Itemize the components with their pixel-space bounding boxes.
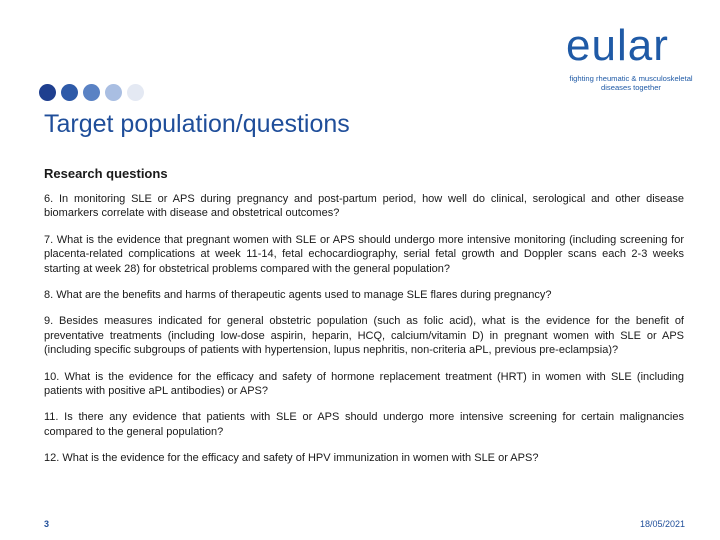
logo-tagline-line1: fighting rheumatic & musculoskeletal [569, 74, 693, 83]
footer-date: 18/05/2021 [639, 519, 685, 529]
slide-content [44, 166, 684, 478]
logo-wordmark: eular [566, 21, 669, 70]
page-number: 3 [44, 519, 50, 529]
question-6: 6. In monitoring SLE or APS during pregnancy and post-partum period, how well do clinical, serological and other disease biomarkers correlate with disease and obstetrical outcomes? [44, 193, 684, 220]
eular-logo [566, 21, 696, 96]
question-8: 8. What are the benefits and harms of therapeutic agents used to manage SLE flares during pregnancy? [44, 289, 552, 302]
logo-tagline [566, 74, 696, 92]
slide-title: Target population/questions [44, 110, 350, 138]
question-12: 12. What is the evidence for the efficacy and safety of HPV immunization in women with SLE or APS? [44, 452, 539, 465]
question-9: 9. Besides measures indicated for general obstetric population (such as folic acid), what is the evidence for the benefit of preventative treatments (including low-dose aspirin, heparin, HCQ, calcium/vitamin D) in pregnant women with SLE or APS (including specific subgroups of patients with hypertension, lupus nephritis, non-criteria aPL, previous pre-eclampsia)? [44, 315, 684, 357]
dot-3 [83, 84, 100, 101]
dot-1 [39, 84, 56, 101]
dot-4 [105, 84, 122, 101]
question-10: 10. What is the evidence for the efficacy and safety of hormone replacement treatment (HRT) in women with SLE (including patients with positive aPL antibodies) or APS? [44, 370, 684, 398]
question-11: 11. Is there any evidence that patients with SLE or APS should undergo more intensive screening for certain malignancies compared to the general population? [44, 411, 684, 438]
dot-2 [61, 84, 78, 101]
section-heading: Research questions [44, 166, 168, 181]
dot-5 [127, 84, 144, 101]
logo-tagline-line2: diseases together [601, 83, 661, 92]
question-7: 7. What is the evidence that pregnant women with SLE or APS should undergo more intensive monitoring (including screening for placenta-related complications at week 11-14, fetal echocardiography, serial fetal growth and Doppler scans each 2-3 weeks starting at week 28) for obstetrical problems compared with the general population? [44, 233, 684, 275]
